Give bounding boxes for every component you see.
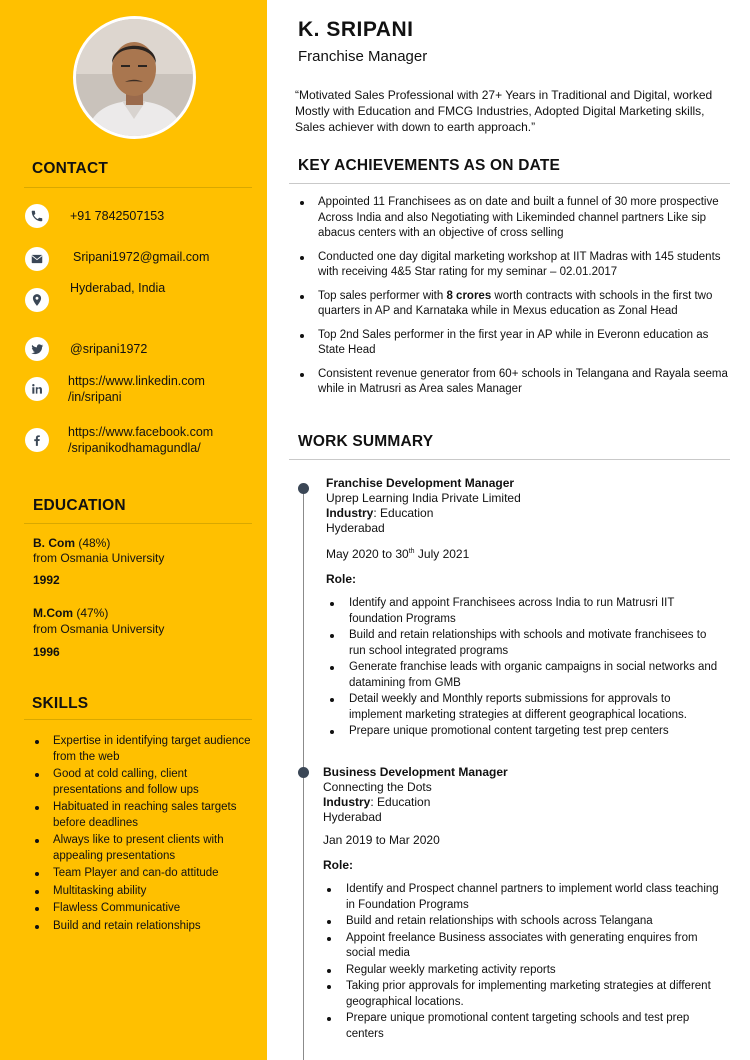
- job-duty: Identify and appoint Franchisees across India to run Matrusri IIT foundation Programs: [326, 596, 726, 627]
- achievement-item: Appointed 11 Franchisees as on date and built a funnel of 30 more prospective Across India and also Negotiating with Likeminded channel partners Like sip abacus centers with an objective of cross selling: [298, 195, 728, 242]
- email-icon: [25, 247, 49, 271]
- phone-icon: [25, 204, 49, 228]
- achievement-item: Consistent revenue generator from 60+ schools in Telangana and Rayala seema while in Matrusri as Area sales Manager: [298, 367, 728, 398]
- skill-item: Always like to present clients with appealing presentations: [33, 833, 258, 864]
- facebook-url-line2[interactable]: /sripanikodhamagundla/: [68, 441, 201, 455]
- job-duties: [326, 596, 726, 740]
- job-role-label: Role:: [326, 572, 356, 586]
- education-degree-2: M.Com (47%): [33, 606, 109, 620]
- timeline-dot: [298, 767, 309, 778]
- job-duty: Taking prior approvals for implementing marketing strategies at different geographical locations.: [323, 979, 723, 1010]
- contact-divider: [24, 187, 252, 188]
- linkedin-url-line2[interactable]: /in/sripani: [68, 390, 122, 404]
- skill-item: Habituated in reaching sales targets before deadlines: [33, 800, 258, 831]
- contact-email[interactable]: Sripani1972@gmail.com: [73, 250, 210, 264]
- job-entry-2: [323, 765, 723, 1043]
- job-industry: Industry: Education: [326, 506, 434, 520]
- linkedin-icon: [25, 377, 49, 401]
- skill-item: Team Player and can-do attitude: [33, 866, 258, 882]
- job-role-label: Role:: [323, 858, 353, 872]
- education-divider: [24, 523, 252, 524]
- location-pin-icon: [25, 288, 49, 312]
- job-city: Hyderabad: [323, 810, 382, 824]
- job-dates: Jan 2019 to Mar 2020: [323, 833, 440, 847]
- job-duty: Regular weekly marketing activity reports: [323, 963, 723, 979]
- facebook-url-line1[interactable]: https://www.facebook.com: [68, 425, 214, 439]
- person-name: K. SRIPANI: [298, 18, 414, 41]
- education-university-1: from Osmania University: [33, 551, 165, 565]
- contact-phone[interactable]: +91 7842507153: [70, 209, 165, 223]
- job-duty: Prepare unique promotional content targeting schools and test prep centers: [323, 1011, 723, 1042]
- achievements-heading: KEY ACHIEVEMENTS AS ON DATE: [298, 157, 561, 174]
- job-title: Franchise Manager: [298, 48, 428, 65]
- work-summary-heading: WORK SUMMARY: [298, 433, 434, 450]
- facebook-icon: [25, 428, 49, 452]
- contact-location: Hyderabad, India: [70, 281, 166, 295]
- education-degree-1: B. Com (48%): [33, 536, 111, 550]
- achievements-list: [298, 195, 728, 406]
- job-duty: Generate franchise leads with organic campaigns in social networks and datamining from GMB: [326, 660, 726, 691]
- education-year-1: 1992: [33, 573, 60, 587]
- profile-summary: “Motivated Sales Professional with 27+ Years in Traditional and Digital, worked Mostly with Education and FMCG Industries, Adopted Digital Marketing skills, Sales achiever with down to earth approach.”: [295, 88, 713, 134]
- job-entry-1: [326, 476, 726, 741]
- achievements-divider: [289, 183, 730, 184]
- job-duty: Identify and Prospect channel partners to implement world class teaching in Foundation Programs: [323, 882, 723, 913]
- job-duty: Build and retain relationships with schools across Telangana: [323, 914, 723, 930]
- contact-twitter[interactable]: @sripani1972: [70, 342, 148, 356]
- job-duty: Prepare unique promotional content targeting test prep centers: [326, 724, 726, 740]
- skills-divider: [24, 719, 252, 720]
- job-duties: [323, 882, 723, 1042]
- job-city: Hyderabad: [326, 521, 385, 535]
- skill-item: Multitasking ability: [33, 884, 258, 900]
- contact-facebook[interactable]: [68, 424, 213, 456]
- job-position: Franchise Development Manager: [326, 476, 515, 490]
- skills-heading: SKILLS: [32, 695, 89, 712]
- job-company: Connecting the Dots: [323, 780, 432, 794]
- twitter-icon: [25, 337, 49, 361]
- job-industry: Industry: Education: [323, 795, 431, 809]
- timeline-dot: [298, 483, 309, 494]
- job-dates: May 2020 to 30th July 2021: [326, 547, 470, 561]
- job-duty: Detail weekly and Monthly reports submissions for approvals to implement marketing strategies at different geographical locations.: [326, 692, 726, 723]
- education-year-2: 1996: [33, 645, 60, 659]
- skill-item: Build and retain relationships: [33, 919, 258, 935]
- linkedin-url-line1[interactable]: https://www.linkedin.com: [68, 374, 205, 388]
- job-position: Business Development Manager: [323, 765, 508, 779]
- achievement-item: Top 2nd Sales performer in the first year in AP while in Everonn education as State Head: [298, 328, 728, 359]
- job-company: Uprep Learning India Private Limited: [326, 491, 521, 505]
- contact-linkedin[interactable]: [68, 373, 205, 405]
- achievement-item: Top sales performer with 8 crores worth contracts with schools in the first two quarters in AP and Karnataka while in Mexus education as Zonal Head: [298, 289, 728, 320]
- job-duty: Build and retain relationships with schools and motivate franchisees to run school integrated programs: [326, 628, 726, 659]
- skill-item: Good at cold calling, client presentations and follow ups: [33, 767, 258, 798]
- achievement-item: Conducted one day digital marketing workshop at IIT Madras with 145 students with receiving 4&5 Star rating for my seminar – 02.01.2017: [298, 250, 728, 281]
- education-heading: EDUCATION: [33, 497, 126, 514]
- job-duty: Appoint freelance Business associates with generating enquires from social media: [323, 931, 723, 962]
- sidebar: [0, 0, 267, 1060]
- profile-photo: [73, 16, 196, 139]
- skill-item: Flawless Communicative: [33, 901, 258, 917]
- work-summary-divider: [289, 459, 730, 460]
- contact-heading: CONTACT: [32, 160, 109, 177]
- skills-list: [33, 734, 258, 936]
- skill-item: Expertise in identifying target audience from the web: [33, 734, 258, 765]
- education-university-2: from Osmania University: [33, 622, 165, 636]
